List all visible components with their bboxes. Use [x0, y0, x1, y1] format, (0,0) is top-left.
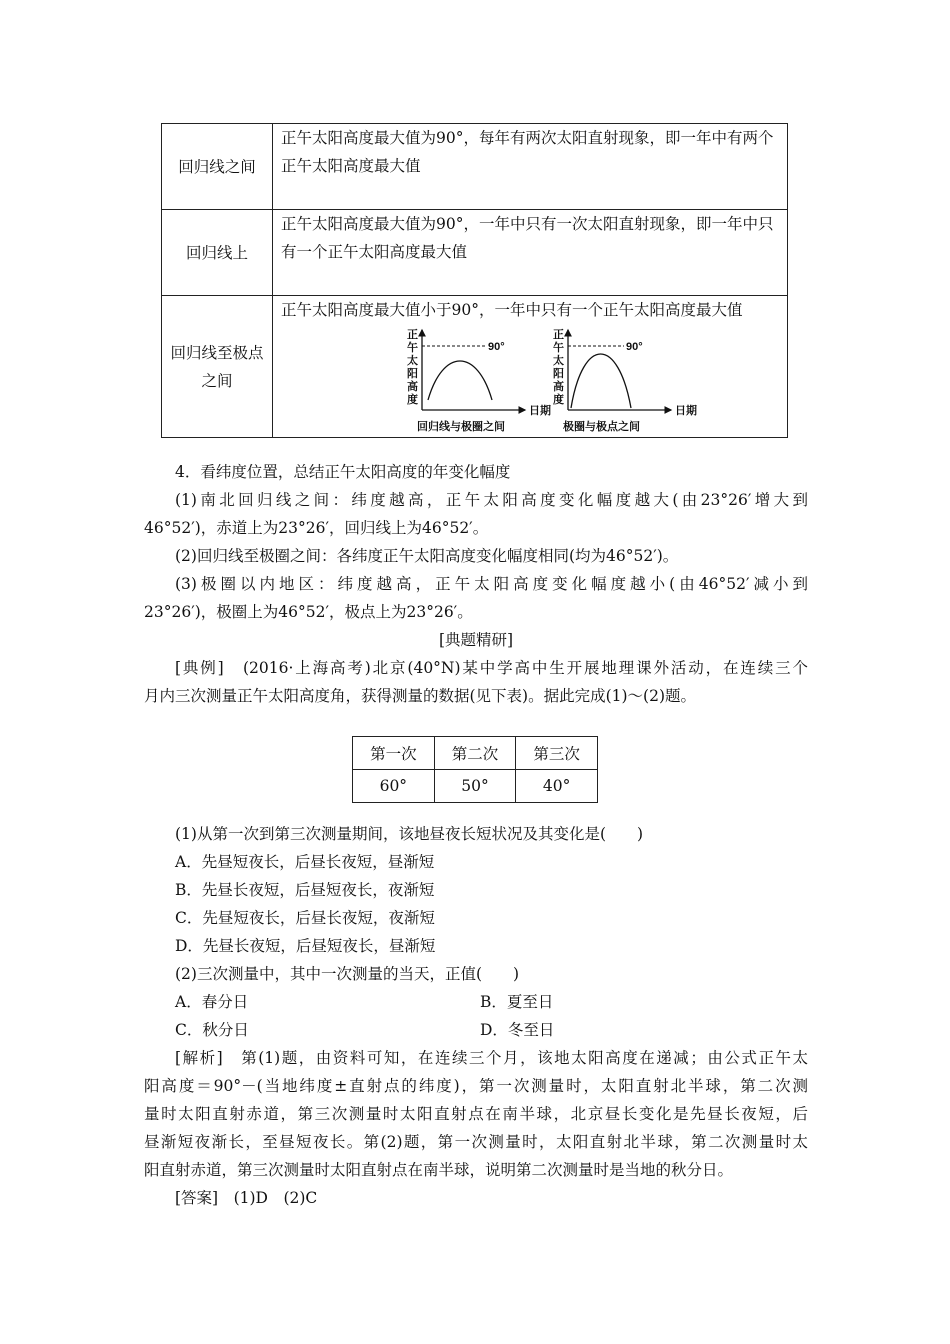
row-label-on-tropic: 回归线上 [162, 210, 273, 296]
graph-right-y3: 太 [553, 355, 564, 367]
graph-left-y3: 太 [407, 355, 418, 367]
graph-right-y6: 度 [553, 394, 564, 406]
analysis-line3: 量时太阳直射赤道，第三次测量时太阳直射点在南半球，北京昼长变化是先昼长夜短，后 [144, 1105, 808, 1123]
q1-option-d: D．先昼长夜短，后昼短夜长，昼渐短 [175, 937, 436, 955]
example-intro-line2: 月内三次测量正午太阳高度角，获得测量的数据(见下表)。据此完成(1)～(2)题。 [144, 687, 697, 705]
section4-p3-line1: (3)极圈以内地区：纬度越高，正午太阳高度变化幅度越小(由46°52′减小到 [175, 575, 808, 593]
graph-left-y6: 度 [407, 394, 418, 406]
section4-p3-line2: 23°26′)，极圈上为46°52′，极点上为23°26′。 [144, 603, 473, 621]
section4-p1-line2: 46°52′)，赤道上为23°26′，回归线上为46°52′。 [144, 519, 489, 537]
section4-p1-line1: (1)南北回归线之间：纬度越高，正午太阳高度变化幅度越大(由23°26′增大到 [175, 491, 808, 509]
q1-option-b: B．先昼长夜短，后昼短夜长，夜渐短 [175, 881, 435, 899]
value-first: 60° [353, 770, 435, 803]
example-intro-line1: [典例] (2016·上海高考)北京(40°N)某中学高中生开展地理课外活动，在连续三个 [175, 659, 808, 677]
graph-left-y4: 阳 [407, 368, 418, 380]
q2-option-a: A．春分日 [175, 993, 249, 1011]
measurement-table [352, 736, 598, 803]
graph-left-y5: 高 [407, 381, 418, 393]
header-third: 第三次 [516, 737, 598, 770]
value-second: 50° [434, 770, 516, 803]
graph-right-y2: 午 [553, 342, 564, 354]
graphs-container [281, 326, 779, 434]
graph-right-ref-label: 90° [626, 341, 643, 353]
value-third: 40° [516, 770, 598, 803]
q2-option-d: D．冬至日 [480, 1021, 555, 1039]
graph-right-y5: 高 [553, 381, 564, 393]
section4-p2: (2)回归线至极圈之间：各纬度正午太阳高度变化幅度相同(均为46°52′)。 [175, 547, 679, 565]
row-text-on-tropic: 正午太阳高度最大值为90°，一年中只有一次太阳直射现象，即一年中只有一个正午太阳高度最大值 [273, 210, 788, 296]
rule-table [161, 123, 788, 438]
graph-left-ref-label: 90° [488, 341, 505, 353]
section4-title: 4．看纬度位置，总结正午太阳高度的年变化幅度 [175, 463, 511, 481]
header-first: 第一次 [353, 737, 435, 770]
graph-right [553, 327, 697, 433]
q2-option-c: C．秋分日 [175, 1021, 249, 1039]
q1-option-c: C．先昼短夜长，后昼长夜短，夜渐短 [175, 909, 435, 927]
row-text-between-tropics: 正午太阳高度最大值为90°，每年有两次太阳直射现象，即一年中有两个正午太阳高度最大值 [273, 124, 788, 210]
graph-left-caption: 回归线与极圈之间 [417, 421, 505, 433]
graph-right-y4: 阳 [553, 368, 564, 380]
answer: [答案] (1)D (2)C [175, 1189, 318, 1207]
graph-right-y1: 正 [553, 329, 564, 341]
header-second: 第二次 [434, 737, 516, 770]
question-2: (2)三次测量中，其中一次测量的当天，正值( ) [175, 965, 520, 983]
graph-left [407, 327, 551, 433]
example-section-title: [典题精研] [438, 631, 514, 649]
graph-left-y1: 正 [407, 329, 418, 341]
graph-left-y2: 午 [407, 342, 418, 354]
analysis-line2: 阳高度＝90°－(当地纬度±直射点的纬度)，第一次测量时，太阳直射北半球，第二次测 [144, 1077, 808, 1095]
analysis-line1: [解析] 第(1)题，由资料可知，在连续三个月，该地太阳高度在递减；由公式正午太 [175, 1049, 808, 1067]
q2-option-b: B．夏至日 [480, 993, 554, 1011]
row-label-between-tropics: 回归线之间 [162, 124, 273, 210]
q1-option-a: A．先昼短夜长，后昼长夜短，昼渐短 [175, 853, 435, 871]
question-1: (1)从第一次到第三次测量期间，该地昼夜长短状况及其变化是( ) [175, 825, 644, 843]
analysis-line5: 阳直射赤道，第三次测量时太阳直射点在南半球，说明第二次测量时是当地的秋分日。 [144, 1161, 734, 1179]
row-text-tropic-to-pole: 正午太阳高度最大值小于90°，一年中只有一个正午太阳高度最大值 [281, 301, 743, 319]
graph-left-x-label: 日期 [529, 405, 551, 417]
graph-right-caption: 极圈与极点之间 [563, 421, 640, 433]
analysis-line4: 昼渐短夜渐长，至昼短夜长。第(2)题，第一次测量时，太阳直射北半球，第二次测量时太 [144, 1133, 808, 1151]
row-label-tropic-to-pole: 回归线至极点之间 [162, 296, 273, 438]
sun-height-graphs [281, 326, 801, 434]
graph-right-x-label: 日期 [675, 405, 697, 417]
